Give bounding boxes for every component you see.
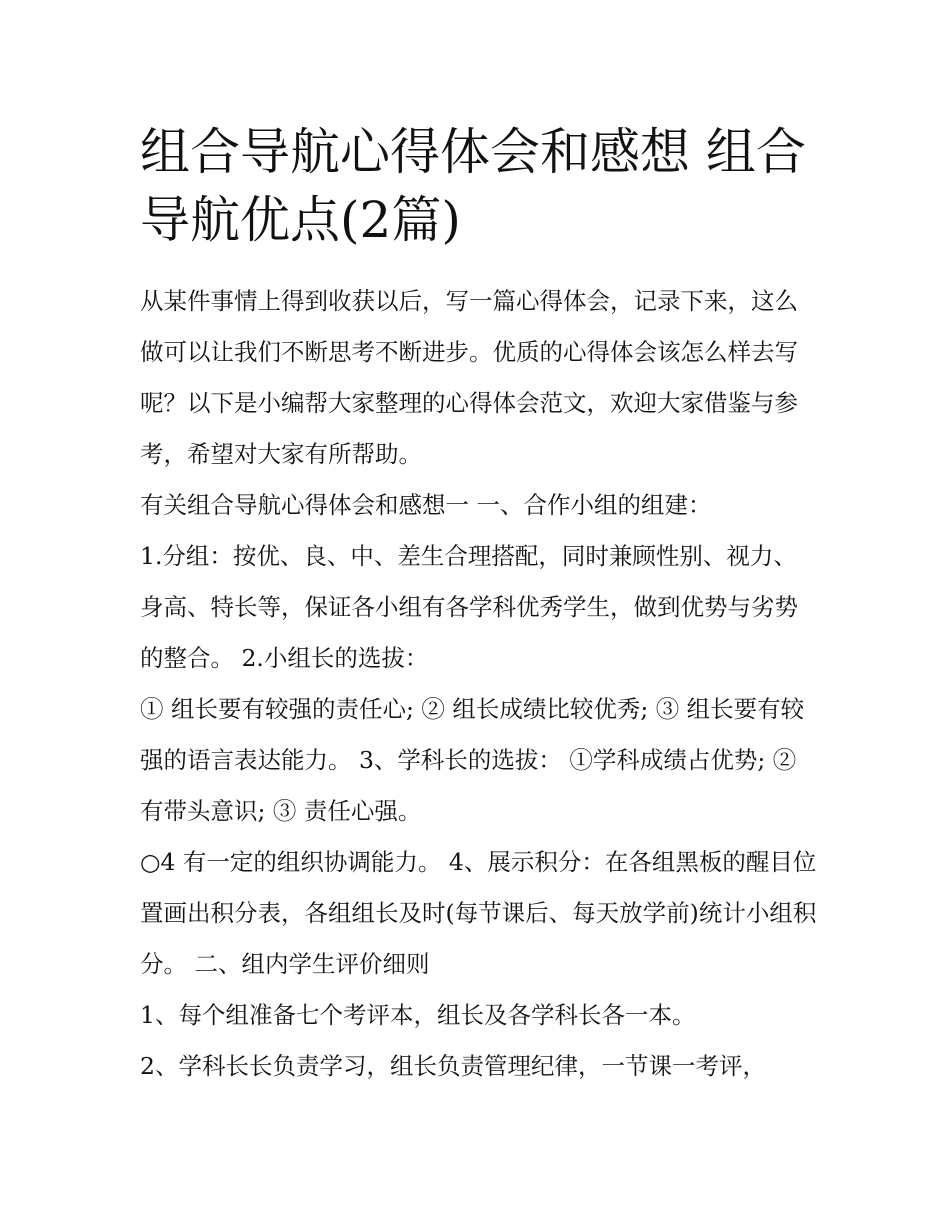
paragraph-rule-2: 2、学科长长负责学习，组长负责管理纪律，一节课一考评， <box>140 1052 766 1080</box>
document-title: 组合导航心得体会和感想 组合导航优点(2篇) <box>140 123 806 249</box>
paragraph-grouping: 1.分组：按优、良、中、差生合理搭配，同时兼顾性别、视力、身高、特长等，保证各小组有各学科优秀学生，做到优势与劣势的整合。 2.小组长的选拔： <box>140 542 798 672</box>
paragraph-scoring: ○4 有一定的组织协调能力。 4、展示积分：在各组黑板的醒目位置画出积分表，各组组长及时(每节课后、每天放学前)统计小组积分。 二、组内学生评价细则 <box>140 848 817 978</box>
paragraph-intro: 从某件事情上得到收获以后，写一篇心得体会，记录下来，这么做可以让我们不断思考不断进步。优质的心得体会该怎么样去写呢？以下是小编帮大家整理的心得体会范文，欢迎大家借鉴与参考，希望对大家有所帮助。 <box>140 287 798 468</box>
paragraph-leader-criteria: ① 组长要有较强的责任心; ② 组长成绩比较优秀; ③ 组长要有较强的语言表达能力。 3、学科长的选拔： ①学科成绩占优势; ② 有带头意识; ③ 责任心强。 <box>140 695 805 825</box>
paragraph-rule-1: 1、每个组准备七个考评本，组长及各学科长各一本。 <box>140 1001 696 1029</box>
document-body <box>140 276 820 1092</box>
paragraph-section-heading: 有关组合导航心得体会和感想一 一、合作小组的组建： <box>140 491 712 519</box>
